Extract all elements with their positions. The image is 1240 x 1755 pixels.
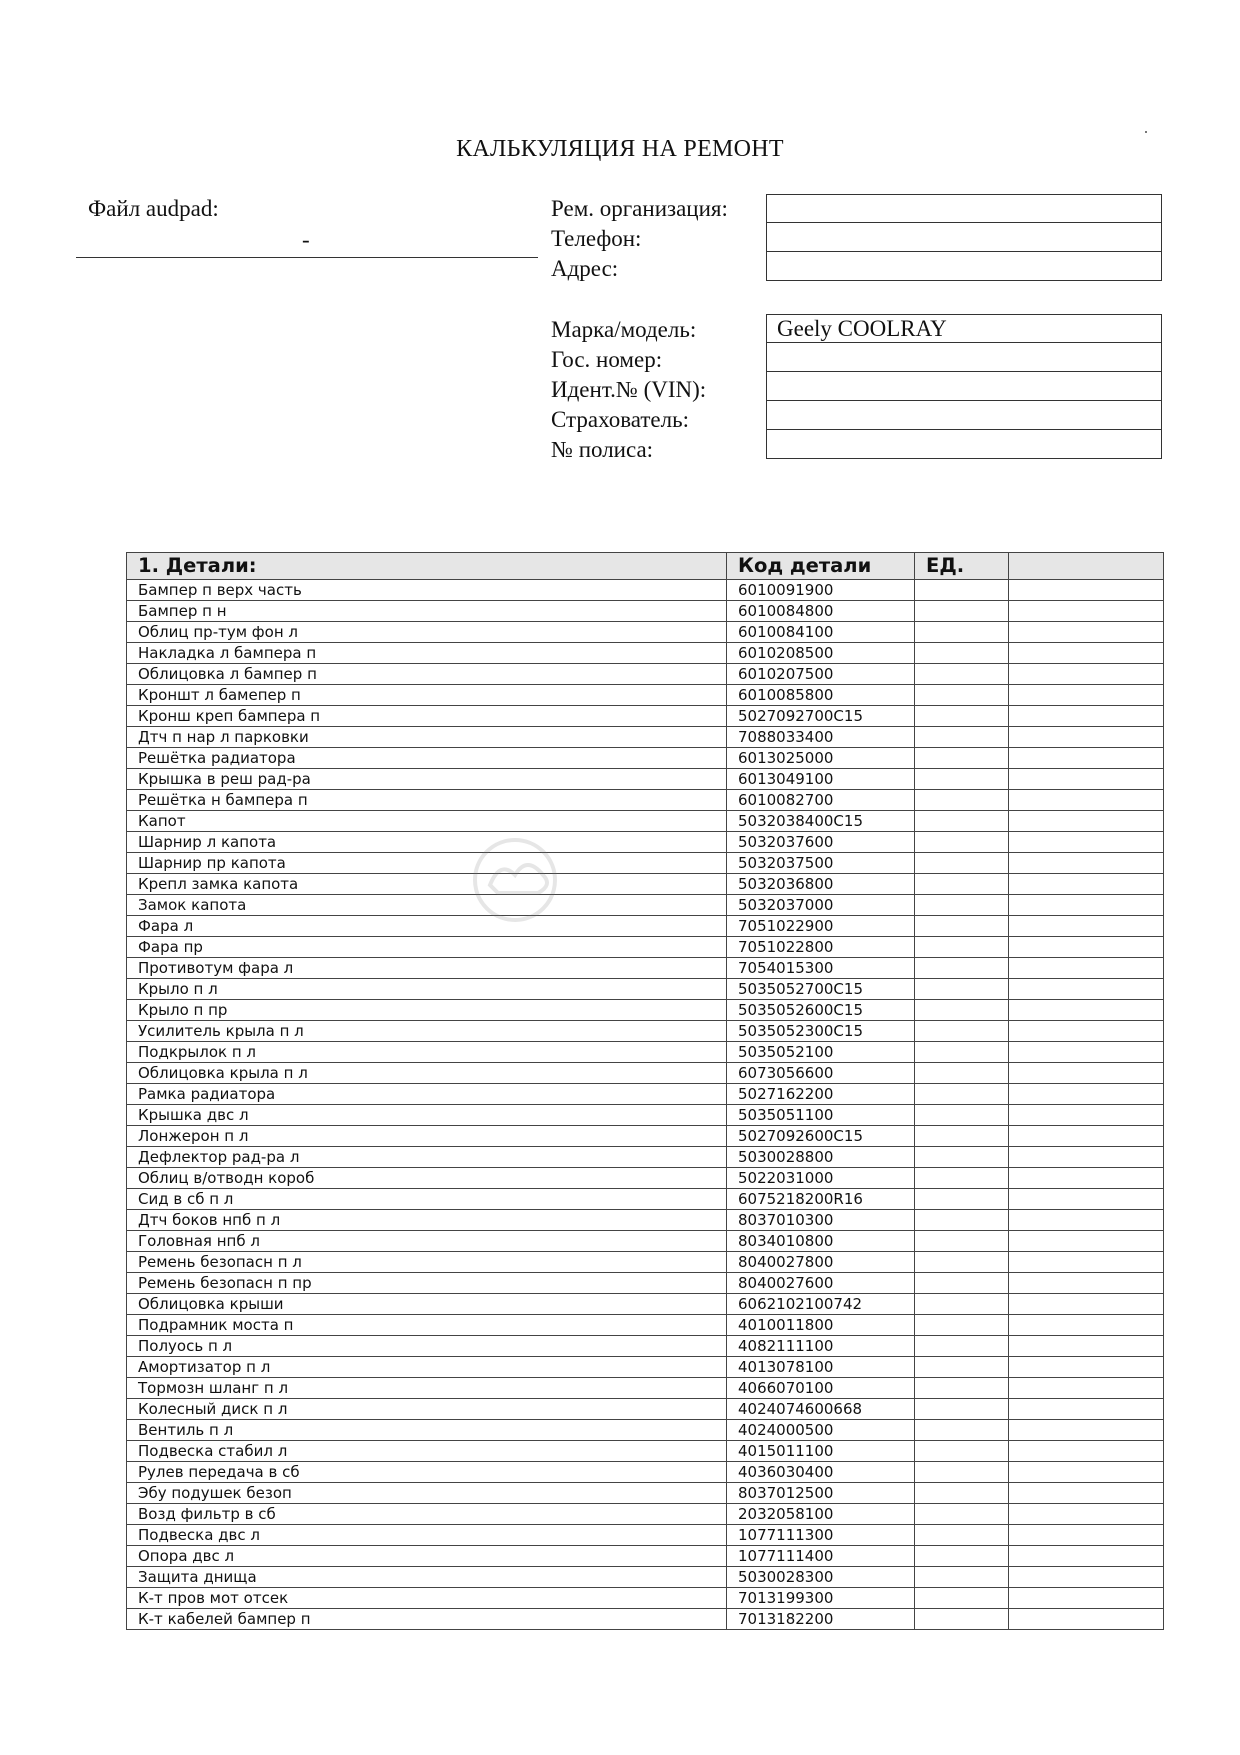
extra-cell: [1009, 874, 1164, 895]
part-code-cell: 7051022800: [727, 937, 915, 958]
table-row: [127, 1525, 1164, 1546]
part-code-cell: 4024000500: [727, 1420, 915, 1441]
unit-cell: [915, 1462, 1009, 1483]
extra-cell: [1009, 790, 1164, 811]
vin-field[interactable]: [766, 372, 1162, 401]
part-name-cell: Подвеска двс л: [127, 1525, 727, 1546]
part-code-cell: 5032037000: [727, 895, 915, 916]
part-name-cell: Колесный диск п л: [127, 1399, 727, 1420]
part-name-cell: Крышка в реш рад-ра: [127, 769, 727, 790]
part-code-cell: 8040027600: [727, 1273, 915, 1294]
file-label: Файл audpad:: [88, 196, 219, 221]
table-row: [127, 664, 1164, 685]
part-name-cell: Шарнир пр капота: [127, 853, 727, 874]
unit-cell: [915, 1504, 1009, 1525]
table-row: [127, 895, 1164, 916]
extra-cell: [1009, 706, 1164, 727]
parts-body: [127, 580, 1164, 1630]
unit-cell: [915, 895, 1009, 916]
unit-cell: [915, 1273, 1009, 1294]
part-code-cell: 1077111400: [727, 1546, 915, 1567]
plate-field[interactable]: [766, 343, 1162, 372]
table-row: [127, 727, 1164, 748]
part-code-cell: 8040027800: [727, 1252, 915, 1273]
extra-cell: [1009, 937, 1164, 958]
extra-cell: [1009, 1273, 1164, 1294]
unit-cell: [915, 1609, 1009, 1630]
part-code-cell: 4082111100: [727, 1336, 915, 1357]
table-row: [127, 916, 1164, 937]
table-row: [127, 1336, 1164, 1357]
part-name-cell: Кроншт л бамепер п: [127, 685, 727, 706]
table-row: [127, 1441, 1164, 1462]
extra-cell: [1009, 685, 1164, 706]
extra-cell: [1009, 1567, 1164, 1588]
part-code-cell: 6010207500: [727, 664, 915, 685]
unit-cell: [915, 727, 1009, 748]
part-name-cell: Полуось п л: [127, 1336, 727, 1357]
part-code-cell: 7088033400: [727, 727, 915, 748]
unit-cell: [915, 1231, 1009, 1252]
extra-cell: [1009, 916, 1164, 937]
part-code-cell: 5022031000: [727, 1168, 915, 1189]
unit-cell: [915, 1525, 1009, 1546]
unit-cell: [915, 1063, 1009, 1084]
table-row: [127, 811, 1164, 832]
unit-cell: [915, 601, 1009, 622]
extra-cell: [1009, 853, 1164, 874]
table-row: [127, 874, 1164, 895]
extra-cell: [1009, 1168, 1164, 1189]
part-code-cell: 4066070100: [727, 1378, 915, 1399]
part-code-cell: 5035052300C15: [727, 1021, 915, 1042]
part-code-cell: 7013182200: [727, 1609, 915, 1630]
table-row: [127, 937, 1164, 958]
unit-cell: [915, 622, 1009, 643]
part-name-cell: Сид в сб п л: [127, 1189, 727, 1210]
extra-cell: [1009, 958, 1164, 979]
table-row: [127, 1420, 1164, 1441]
extra-cell: [1009, 1105, 1164, 1126]
part-code-cell: 6013025000: [727, 748, 915, 769]
table-row: [127, 1210, 1164, 1231]
part-name-cell: Бампер п верх часть: [127, 580, 727, 601]
table-row: [127, 1126, 1164, 1147]
unit-cell: [915, 748, 1009, 769]
extra-cell: [1009, 1000, 1164, 1021]
unit-cell: [915, 1294, 1009, 1315]
unit-cell: [915, 1126, 1009, 1147]
table-row: [127, 1105, 1164, 1126]
part-name-cell: Головная нпб л: [127, 1231, 727, 1252]
part-name-cell: Амортизатор п л: [127, 1357, 727, 1378]
table-row: [127, 1567, 1164, 1588]
extra-cell: [1009, 1378, 1164, 1399]
unit-cell: [915, 1000, 1009, 1021]
extra-cell: [1009, 1336, 1164, 1357]
extra-cell: [1009, 1021, 1164, 1042]
extra-cell: [1009, 1210, 1164, 1231]
extra-cell: [1009, 643, 1164, 664]
extra-cell: [1009, 1084, 1164, 1105]
extra-cell: [1009, 1063, 1164, 1084]
part-code-cell: 5032037600: [727, 832, 915, 853]
unit-cell: [915, 916, 1009, 937]
unit-cell: [915, 958, 1009, 979]
unit-cell: [915, 979, 1009, 1000]
part-code-cell: 5035052600C15: [727, 1000, 915, 1021]
part-name-cell: Замок капота: [127, 895, 727, 916]
table-row: [127, 685, 1164, 706]
extra-cell: [1009, 1525, 1164, 1546]
extra-cell: [1009, 1315, 1164, 1336]
unit-cell: [915, 790, 1009, 811]
part-code-cell: 7054015300: [727, 958, 915, 979]
table-row: [127, 832, 1164, 853]
file-underline: [76, 257, 538, 258]
table-row: [127, 1609, 1164, 1630]
extra-cell: [1009, 811, 1164, 832]
table-row: [127, 1294, 1164, 1315]
table-row: [127, 622, 1164, 643]
part-name-cell: Кронш креп бампера п: [127, 706, 727, 727]
policy-field[interactable]: [766, 430, 1162, 459]
plate-label: Гос. номер:: [551, 347, 663, 372]
unit-cell: [915, 1021, 1009, 1042]
part-code-cell: 5032038400C15: [727, 811, 915, 832]
parts-table: [126, 552, 1164, 1630]
part-code-cell: 8037012500: [727, 1483, 915, 1504]
part-code-cell: 8037010300: [727, 1210, 915, 1231]
table-row: [127, 601, 1164, 622]
part-code-cell: 5032036800: [727, 874, 915, 895]
part-name-cell: Подрамник моста п: [127, 1315, 727, 1336]
part-code-cell: 5027092600C15: [727, 1126, 915, 1147]
table-row: [127, 1399, 1164, 1420]
table-row: [127, 1084, 1164, 1105]
part-name-cell: Крепл замка капота: [127, 874, 727, 895]
extra-cell: [1009, 1126, 1164, 1147]
part-code-cell: 6075218200R16: [727, 1189, 915, 1210]
table-row: [127, 958, 1164, 979]
policy-label: № полиса:: [551, 437, 654, 462]
part-name-cell: Крыло п пр: [127, 1000, 727, 1021]
extra-cell: [1009, 664, 1164, 685]
part-code-cell: 6010208500: [727, 643, 915, 664]
part-name-cell: Ремень безопасн п пр: [127, 1273, 727, 1294]
extra-cell: [1009, 1357, 1164, 1378]
part-code-cell: 4036030400: [727, 1462, 915, 1483]
unit-cell: [915, 769, 1009, 790]
header-part-code: Код детали: [727, 553, 915, 580]
part-name-cell: К-т пров мот отсек: [127, 1588, 727, 1609]
part-name-cell: Решётка н бампера п: [127, 790, 727, 811]
unit-cell: [915, 1399, 1009, 1420]
part-name-cell: Защита днища: [127, 1567, 727, 1588]
unit-cell: [915, 1210, 1009, 1231]
table-row: [127, 1147, 1164, 1168]
table-row: [127, 1021, 1164, 1042]
extra-cell: [1009, 748, 1164, 769]
unit-cell: [915, 685, 1009, 706]
table-row: [127, 1042, 1164, 1063]
table-row: [127, 1252, 1164, 1273]
unit-cell: [915, 706, 1009, 727]
part-code-cell: 8034010800: [727, 1231, 915, 1252]
part-name-cell: Ремень безопасн п л: [127, 1252, 727, 1273]
unit-cell: [915, 1336, 1009, 1357]
part-name-cell: Опора двс л: [127, 1546, 727, 1567]
unit-cell: [915, 1168, 1009, 1189]
part-name-cell: Фара пр: [127, 937, 727, 958]
part-name-cell: Облицовка л бампер п: [127, 664, 727, 685]
phone-field[interactable]: [766, 223, 1162, 252]
table-row: [127, 1189, 1164, 1210]
org-name-field[interactable]: [766, 194, 1162, 223]
table-row: [127, 643, 1164, 664]
table-row: [127, 1378, 1164, 1399]
table-row: [127, 1315, 1164, 1336]
table-row: [127, 790, 1164, 811]
unit-cell: [915, 832, 1009, 853]
extra-cell: [1009, 1441, 1164, 1462]
unit-cell: [915, 853, 1009, 874]
table-row: [127, 706, 1164, 727]
extra-cell: [1009, 1147, 1164, 1168]
table-row: [127, 1357, 1164, 1378]
part-code-cell: 5035051100: [727, 1105, 915, 1126]
make-model-label: Марка/модель:: [551, 317, 697, 342]
part-name-cell: Эбу подушек безоп: [127, 1483, 727, 1504]
part-name-cell: Шарнир л капота: [127, 832, 727, 853]
table-row: [127, 1000, 1164, 1021]
part-code-cell: 5030028800: [727, 1147, 915, 1168]
unit-cell: [915, 1483, 1009, 1504]
make-model-field[interactable]: Geely COOLRAY: [766, 314, 1162, 343]
part-name-cell: Капот: [127, 811, 727, 832]
part-code-cell: 4010011800: [727, 1315, 915, 1336]
extra-cell: [1009, 1399, 1164, 1420]
part-code-cell: 4015011100: [727, 1441, 915, 1462]
extra-cell: [1009, 1462, 1164, 1483]
table-row: [127, 1231, 1164, 1252]
part-code-cell: 6062102100742: [727, 1294, 915, 1315]
part-name-cell: Облицовка крыла п л: [127, 1063, 727, 1084]
part-name-cell: Дтч п нар л парковки: [127, 727, 727, 748]
part-code-cell: 5032037500: [727, 853, 915, 874]
extra-cell: [1009, 1588, 1164, 1609]
part-code-cell: 6073056600: [727, 1063, 915, 1084]
unit-cell: [915, 1042, 1009, 1063]
part-code-cell: 6010084800: [727, 601, 915, 622]
extra-cell: [1009, 1609, 1164, 1630]
part-name-cell: Усилитель крыла п л: [127, 1021, 727, 1042]
part-name-cell: Рамка радиатора: [127, 1084, 727, 1105]
table-row: [127, 979, 1164, 1000]
address-field[interactable]: [766, 252, 1162, 281]
part-code-cell: 7051022900: [727, 916, 915, 937]
part-name-cell: Облиц в/отводн короб: [127, 1168, 727, 1189]
extra-cell: [1009, 1189, 1164, 1210]
extra-cell: [1009, 769, 1164, 790]
table-row: [127, 580, 1164, 601]
part-name-cell: Вентиль п л: [127, 1420, 727, 1441]
table-row: [127, 1546, 1164, 1567]
unit-cell: [915, 1546, 1009, 1567]
extra-cell: [1009, 1042, 1164, 1063]
table-row: [127, 1483, 1164, 1504]
part-code-cell: 1077111300: [727, 1525, 915, 1546]
unit-cell: [915, 664, 1009, 685]
extra-cell: [1009, 832, 1164, 853]
stray-dot: [1145, 131, 1147, 133]
extra-cell: [1009, 727, 1164, 748]
part-name-cell: Возд фильтр в сб: [127, 1504, 727, 1525]
part-code-cell: 4013078100: [727, 1357, 915, 1378]
unit-cell: [915, 1189, 1009, 1210]
insured-field[interactable]: [766, 401, 1162, 430]
unit-cell: [915, 1147, 1009, 1168]
table-row: [127, 853, 1164, 874]
unit-cell: [915, 937, 1009, 958]
address-label: Адрес:: [551, 256, 619, 281]
table-row: [127, 1588, 1164, 1609]
part-name-cell: Решётка радиатора: [127, 748, 727, 769]
unit-cell: [915, 1441, 1009, 1462]
part-name-cell: Рулев передача в сб: [127, 1462, 727, 1483]
part-code-cell: 6010084100: [727, 622, 915, 643]
insured-label: Страхователь:: [551, 407, 689, 432]
unit-cell: [915, 1378, 1009, 1399]
unit-cell: [915, 643, 1009, 664]
part-code-cell: 6010091900: [727, 580, 915, 601]
part-code-cell: 6013049100: [727, 769, 915, 790]
extra-cell: [1009, 1483, 1164, 1504]
extra-cell: [1009, 895, 1164, 916]
header-part-name: 1. Детали:: [127, 553, 727, 580]
part-name-cell: Противотум фара л: [127, 958, 727, 979]
table-row: [127, 1462, 1164, 1483]
table-row: [127, 1504, 1164, 1525]
unit-cell: [915, 1315, 1009, 1336]
extra-cell: [1009, 1252, 1164, 1273]
table-row: [127, 1063, 1164, 1084]
part-code-cell: 4024074600668: [727, 1399, 915, 1420]
unit-cell: [915, 1588, 1009, 1609]
part-name-cell: Облиц пр-тум фон л: [127, 622, 727, 643]
header-extra: [1009, 553, 1164, 580]
part-code-cell: 5030028300: [727, 1567, 915, 1588]
document-title: КАЛЬКУЛЯЦИЯ НА РЕМОНТ: [456, 136, 784, 162]
table-row: [127, 748, 1164, 769]
part-code-cell: 5035052100: [727, 1042, 915, 1063]
part-name-cell: Крыло п л: [127, 979, 727, 1000]
unit-cell: [915, 1567, 1009, 1588]
part-name-cell: Облицовка крыши: [127, 1294, 727, 1315]
unit-cell: [915, 874, 1009, 895]
extra-cell: [1009, 1420, 1164, 1441]
part-code-cell: 5027092700C15: [727, 706, 915, 727]
unit-cell: [915, 1084, 1009, 1105]
part-name-cell: Бампер п н: [127, 601, 727, 622]
part-name-cell: Лонжерон п л: [127, 1126, 727, 1147]
part-code-cell: 6010085800: [727, 685, 915, 706]
extra-cell: [1009, 1546, 1164, 1567]
extra-cell: [1009, 979, 1164, 1000]
part-name-cell: Подвеска стабил л: [127, 1441, 727, 1462]
file-value: -: [302, 227, 310, 252]
table-row: [127, 1168, 1164, 1189]
part-name-cell: Фара л: [127, 916, 727, 937]
part-code-cell: 5035052700C15: [727, 979, 915, 1000]
header-unit: ЕД.: [915, 553, 1009, 580]
vin-label: Идент.№ (VIN):: [551, 377, 707, 402]
unit-cell: [915, 1357, 1009, 1378]
table-row: [127, 1273, 1164, 1294]
extra-cell: [1009, 622, 1164, 643]
part-name-cell: Крышка двс л: [127, 1105, 727, 1126]
unit-cell: [915, 1252, 1009, 1273]
extra-cell: [1009, 580, 1164, 601]
unit-cell: [915, 580, 1009, 601]
unit-cell: [915, 1105, 1009, 1126]
phone-label: Телефон:: [551, 226, 642, 251]
extra-cell: [1009, 1294, 1164, 1315]
part-name-cell: Дефлектор рад-ра л: [127, 1147, 727, 1168]
part-name-cell: Накладка л бампера п: [127, 643, 727, 664]
part-name-cell: Дтч боков нпб п л: [127, 1210, 727, 1231]
extra-cell: [1009, 1231, 1164, 1252]
part-code-cell: 5027162200: [727, 1084, 915, 1105]
part-name-cell: Тормозн шланг п л: [127, 1378, 727, 1399]
extra-cell: [1009, 1504, 1164, 1525]
unit-cell: [915, 811, 1009, 832]
part-code-cell: 2032058100: [727, 1504, 915, 1525]
table-row: [127, 769, 1164, 790]
part-name-cell: Подкрылок п л: [127, 1042, 727, 1063]
part-code-cell: 7013199300: [727, 1588, 915, 1609]
part-code-cell: 6010082700: [727, 790, 915, 811]
part-name-cell: К-т кабелей бампер п: [127, 1609, 727, 1630]
unit-cell: [915, 1420, 1009, 1441]
parts-header-row: [127, 553, 1164, 580]
org-name-label: Рем. организация:: [551, 196, 728, 221]
extra-cell: [1009, 601, 1164, 622]
